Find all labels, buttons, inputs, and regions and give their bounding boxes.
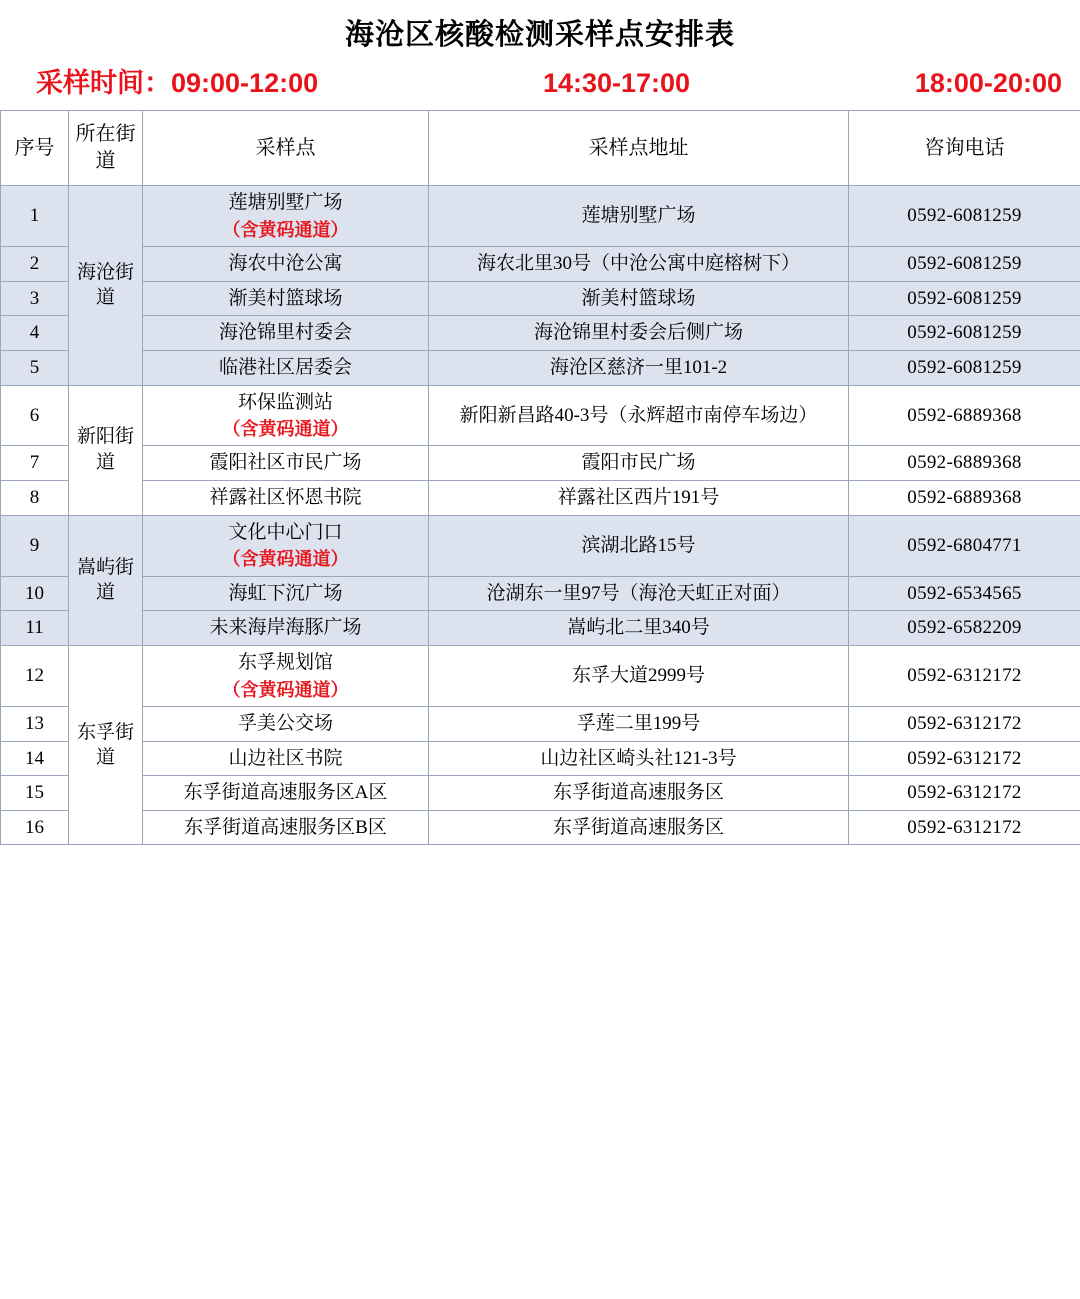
cell-address: 孚莲二里199号 [429, 706, 849, 741]
cell-site [143, 515, 429, 576]
cell-site [143, 576, 429, 611]
site-note: （含黄码通道） [222, 419, 349, 440]
cell-address: 沧湖东一里97号（海沧天虹正对面） [429, 576, 849, 611]
sampling-time-slot-1: 09:00-12:00 [171, 68, 319, 98]
cell-index: 1 [1, 186, 69, 247]
cell-address: 祥露社区西片191号 [429, 481, 849, 516]
cell-index: 15 [1, 776, 69, 811]
column-header-phone: 咨询电话 [849, 111, 1080, 186]
cell-address: 海沧锦里村委会后侧广场 [429, 316, 849, 351]
table-row [1, 515, 1080, 576]
site-name: 孚美公交场 [237, 712, 333, 734]
cell-phone: 0592-6081259 [849, 281, 1080, 316]
cell-phone: 0592-6534565 [849, 576, 1080, 611]
site-name: 环保监测站 [237, 391, 333, 413]
table-row [1, 350, 1080, 385]
column-header-site: 采样点 [143, 111, 429, 186]
cell-index: 5 [1, 350, 69, 385]
cell-index: 13 [1, 706, 69, 741]
table-row [1, 481, 1080, 516]
site-name: 渐美村篮球场 [228, 287, 343, 309]
cell-site [143, 481, 429, 516]
column-header-index: 序号 [1, 111, 69, 186]
cell-street [69, 515, 143, 645]
cell-street [69, 186, 143, 386]
site-name: 祥露社区怀恩书院 [209, 487, 362, 509]
sampling-time-label [36, 61, 318, 100]
street-name: 东孚街道 [76, 721, 134, 769]
cell-site [143, 281, 429, 316]
cell-address: 滨湖北路15号 [429, 515, 849, 576]
cell-index: 3 [1, 281, 69, 316]
cell-index: 9 [1, 515, 69, 576]
cell-site [143, 706, 429, 741]
site-name: 文化中心门口 [228, 521, 343, 543]
cell-phone: 0592-6081259 [849, 316, 1080, 351]
site-note: （含黄码通道） [222, 549, 349, 570]
street-name: 新阳街道 [76, 426, 134, 474]
cell-phone: 0592-6081259 [849, 246, 1080, 281]
cell-index: 2 [1, 246, 69, 281]
column-header-street: 所在街道 [69, 111, 143, 186]
site-name: 东孚街道高速服务区B区 [184, 816, 387, 838]
cell-phone: 0592-6312172 [849, 776, 1080, 811]
table-row [1, 281, 1080, 316]
cell-index: 16 [1, 810, 69, 845]
site-name: 莲塘别墅广场 [228, 192, 343, 213]
table-row [1, 246, 1080, 281]
cell-phone: 0592-6582209 [849, 611, 1080, 646]
street-name: 海沧街道 [76, 261, 134, 309]
cell-index: 14 [1, 741, 69, 776]
cell-index: 12 [1, 645, 69, 706]
cell-phone: 0592-6312172 [849, 810, 1080, 845]
cell-site [143, 446, 429, 481]
cell-address: 东孚大道2999号 [429, 645, 849, 706]
cell-phone: 0592-6804771 [849, 515, 1080, 576]
cell-phone: 0592-6312172 [849, 706, 1080, 741]
cell-site [143, 810, 429, 845]
sampling-time-slot-3: 18:00-20:00 [914, 68, 1062, 98]
site-name: 临港社区居委会 [218, 356, 352, 378]
table-row [1, 186, 1080, 247]
cell-site [143, 385, 429, 446]
street-name: 嵩屿街道 [76, 556, 134, 604]
cell-address: 东孚街道高速服务区 [429, 776, 849, 811]
site-name: 海农中沧公寓 [228, 252, 343, 274]
cell-index: 11 [1, 611, 69, 646]
site-name: 未来海岸海豚广场 [209, 617, 362, 639]
cell-index: 6 [1, 385, 69, 446]
table-row [1, 446, 1080, 481]
cell-address: 渐美村篮球场 [429, 281, 849, 316]
sampling-sites-table [0, 110, 1080, 845]
cell-address: 霞阳市民广场 [429, 446, 849, 481]
cell-address: 新阳新昌路40-3号（永辉超市南停车场边） [429, 385, 849, 446]
cell-address: 山边社区崎头社121-3号 [429, 741, 849, 776]
cell-site [143, 316, 429, 351]
table-row [1, 810, 1080, 845]
cell-phone: 0592-6312172 [849, 741, 1080, 776]
cell-street [69, 385, 143, 515]
cell-phone: 0592-6081259 [849, 186, 1080, 247]
table-row [1, 385, 1080, 446]
column-header-address: 采样点地址 [429, 111, 849, 186]
cell-phone: 0592-6889368 [849, 446, 1080, 481]
site-note: （含黄码通道） [222, 219, 349, 240]
cell-site [143, 350, 429, 385]
page-title: 海沧区核酸检测采样点安排表 [344, 19, 735, 51]
cell-site [143, 611, 429, 646]
cell-index: 8 [1, 481, 69, 516]
table-row [1, 706, 1080, 741]
cell-address: 东孚街道高速服务区 [429, 810, 849, 845]
cell-index: 10 [1, 576, 69, 611]
cell-phone: 0592-6889368 [849, 481, 1080, 516]
cell-phone: 0592-6081259 [849, 350, 1080, 385]
cell-index: 4 [1, 316, 69, 351]
sampling-time-slot-2: 14:30-17:00 [542, 68, 691, 98]
sampling-time-label-text: 采样时间： [36, 68, 171, 98]
table-row [1, 776, 1080, 811]
table-row [1, 611, 1080, 646]
cell-street [69, 645, 143, 845]
table-header-row [1, 111, 1080, 186]
site-name: 山边社区书院 [228, 747, 343, 769]
site-name: 东孚规划馆 [237, 651, 333, 673]
sampling-time-bar [0, 61, 1080, 110]
cell-index: 7 [1, 446, 69, 481]
site-name: 东孚街道高速服务区A区 [183, 782, 388, 804]
cell-phone: 0592-6312172 [849, 645, 1080, 706]
cell-address: 海沧区慈济一里101-2 [429, 350, 849, 385]
table-row [1, 645, 1080, 706]
cell-site [143, 186, 429, 247]
cell-site [143, 741, 429, 776]
table-row [1, 316, 1080, 351]
site-note: （含黄码通道） [222, 679, 349, 700]
cell-phone: 0592-6889368 [849, 385, 1080, 446]
site-name: 霞阳社区市民广场 [209, 452, 362, 474]
cell-address: 嵩屿北二里340号 [429, 611, 849, 646]
cell-address: 莲塘别墅广场 [429, 186, 849, 247]
site-name: 海沧锦里村委会 [218, 322, 352, 344]
table-row [1, 576, 1080, 611]
cell-site [143, 776, 429, 811]
cell-address: 海农北里30号（中沧公寓中庭榕树下） [429, 246, 849, 281]
cell-site [143, 645, 429, 706]
site-name: 海虹下沉广场 [228, 582, 343, 604]
table-row [1, 741, 1080, 776]
cell-site [143, 246, 429, 281]
